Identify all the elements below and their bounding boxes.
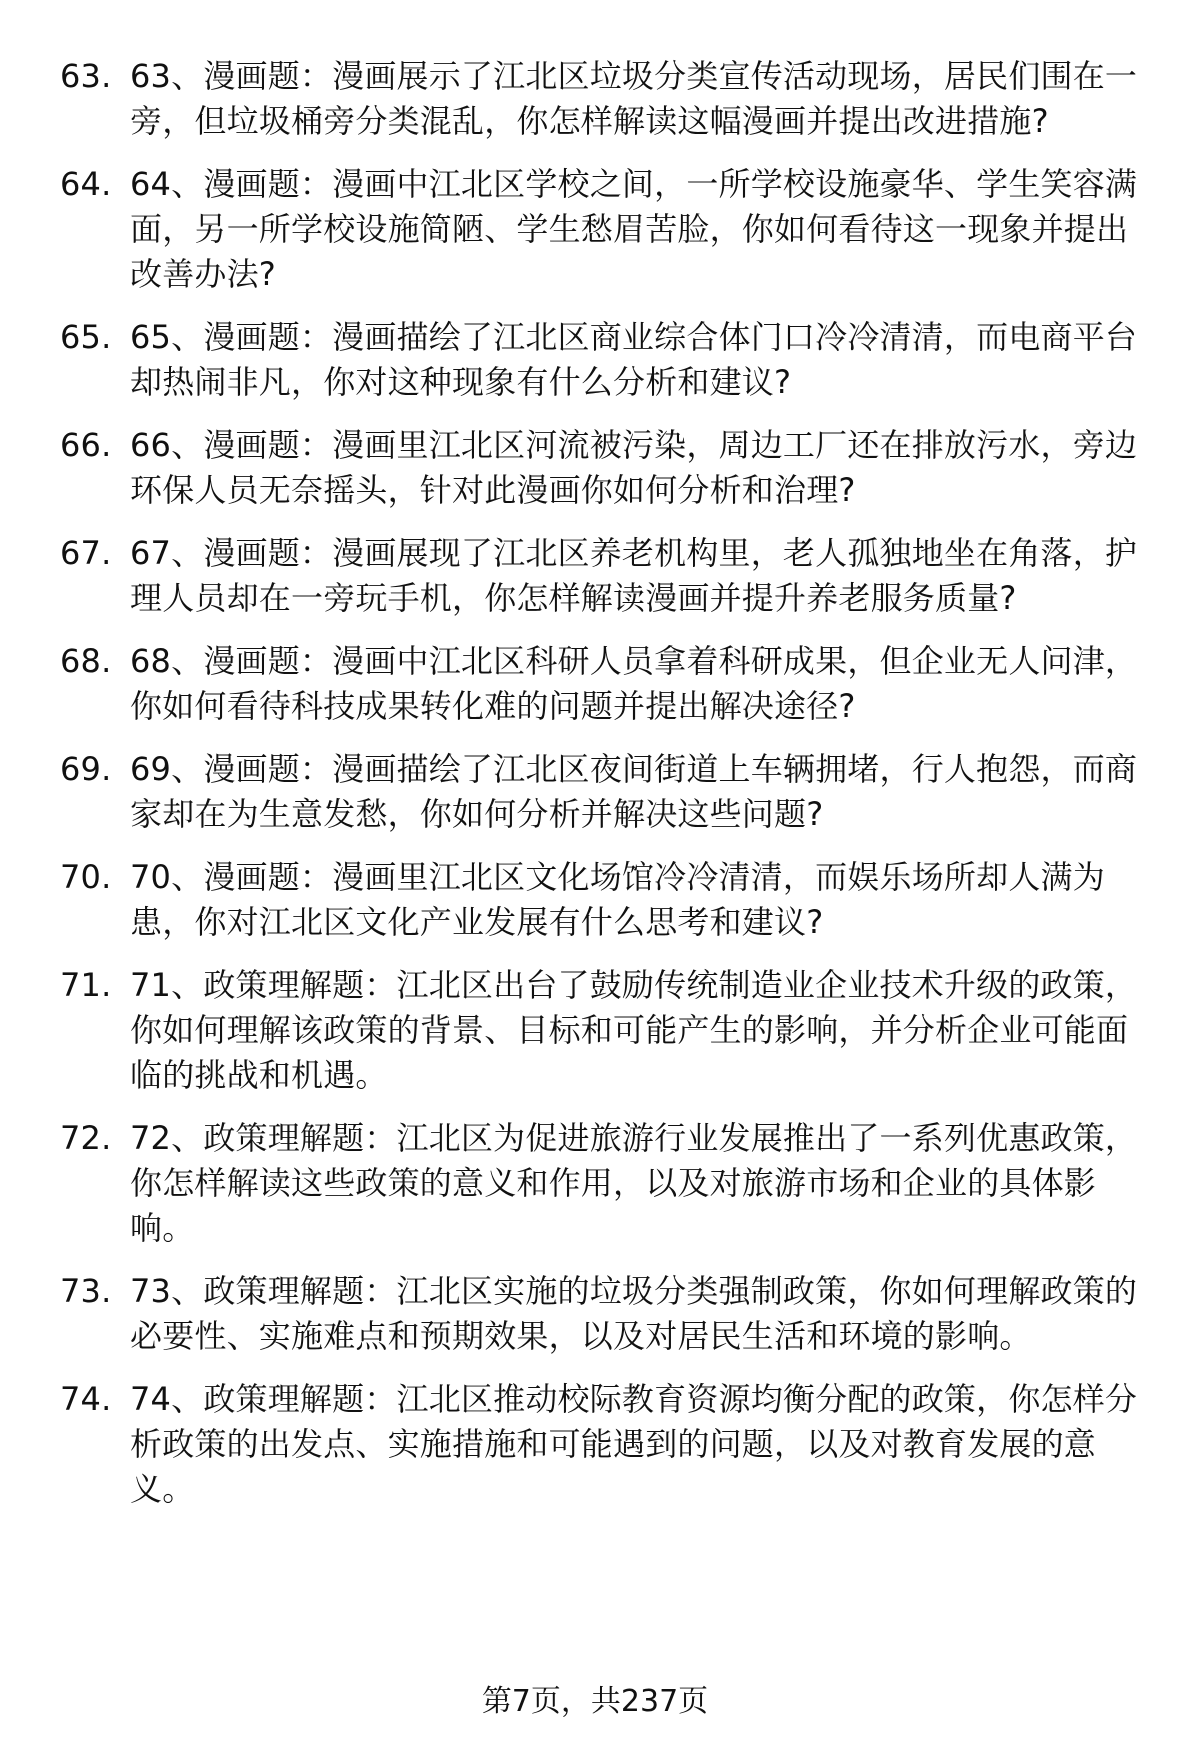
question-number: 74. [60,1380,112,1418]
question-item-63 [60,54,1160,144]
question-text: 73、政策理解题：江北区实施的垃圾分类强制政策，你如何理解政策的必要性、实施难点和预期效果，以及对居民生活和环境的影响。 [130,1272,1138,1355]
question-item-73 [60,1269,1160,1359]
question-number: 67. [60,534,112,572]
question-number: 72. [60,1119,112,1157]
question-number: 64. [60,165,112,203]
question-text: 67、漫画题：漫画展现了江北区养老机构里，老人孤独地坐在角落，护理人员却在一旁玩手机，你怎样解读漫画并提升养老服务质量? [130,534,1138,617]
question-item-66 [60,423,1160,513]
question-number: 66. [60,426,112,464]
question-text: 72、政策理解题：江北区为促进旅游行业发展推出了一系列优惠政策，你怎样解读这些政策的意义和作用，以及对旅游市场和企业的具体影响。 [130,1119,1138,1247]
question-text: 74、政策理解题：江北区推动校际教育资源均衡分配的政策，你怎样分析政策的出发点、实施措施和可能遇到的问题，以及对教育发展的意义。 [130,1380,1138,1508]
question-text: 71、政策理解题：江北区出台了鼓励传统制造业企业技术升级的政策，你如何理解该政策的背景、目标和可能产生的影响，并分析企业可能面临的挑战和机遇。 [130,966,1138,1094]
question-item-67 [60,531,1160,621]
question-text: 63、漫画题：漫画展示了江北区垃圾分类宣传活动现场，居民们围在一旁，但垃圾桶旁分类混乱，你怎样解读这幅漫画并提出改进措施? [130,57,1138,140]
question-number: 68. [60,642,112,680]
question-number: 65. [60,318,112,356]
question-text: 66、漫画题：漫画里江北区河流被污染，周边工厂还在排放污水，旁边环保人员无奈摇头，针对此漫画你如何分析和治理? [130,426,1138,509]
question-text: 70、漫画题：漫画里江北区文化场馆冷冷清清，而娱乐场所却人满为患，你对江北区文化产业发展有什么思考和建议? [130,858,1105,941]
question-item-70 [60,855,1160,945]
question-item-74 [60,1377,1160,1512]
question-item-69 [60,747,1160,837]
question-item-71 [60,963,1160,1098]
question-item-64 [60,162,1160,297]
question-number: 69. [60,750,112,788]
question-item-68 [60,639,1160,729]
question-number: 73. [60,1272,112,1310]
question-text: 64、漫画题：漫画中江北区学校之间，一所学校设施豪华、学生笑容满面，另一所学校设施简陋、学生愁眉苦脸，你如何看待这一现象并提出改善办法? [130,165,1138,293]
question-item-65 [60,315,1160,405]
question-text: 68、漫画题：漫画中江北区科研人员拿着科研成果，但企业无人问津，你如何看待科技成果转化难的问题并提出解决途径? [130,642,1138,725]
question-number: 63. [60,57,112,95]
question-text: 65、漫画题：漫画描绘了江北区商业综合体门口冷冷清清，而电商平台却热闹非凡，你对这种现象有什么分析和建议? [130,318,1138,401]
question-item-72 [60,1116,1160,1251]
question-text: 69、漫画题：漫画描绘了江北区夜间街道上车辆拥堵，行人抱怨，而商家却在为生意发愁，你如何分析并解决这些问题? [130,750,1138,833]
question-number: 71. [60,966,112,1004]
page-footer: 第7页，共237页 [481,1684,709,1719]
question-number: 70. [60,858,112,896]
question-list [60,54,1160,1530]
